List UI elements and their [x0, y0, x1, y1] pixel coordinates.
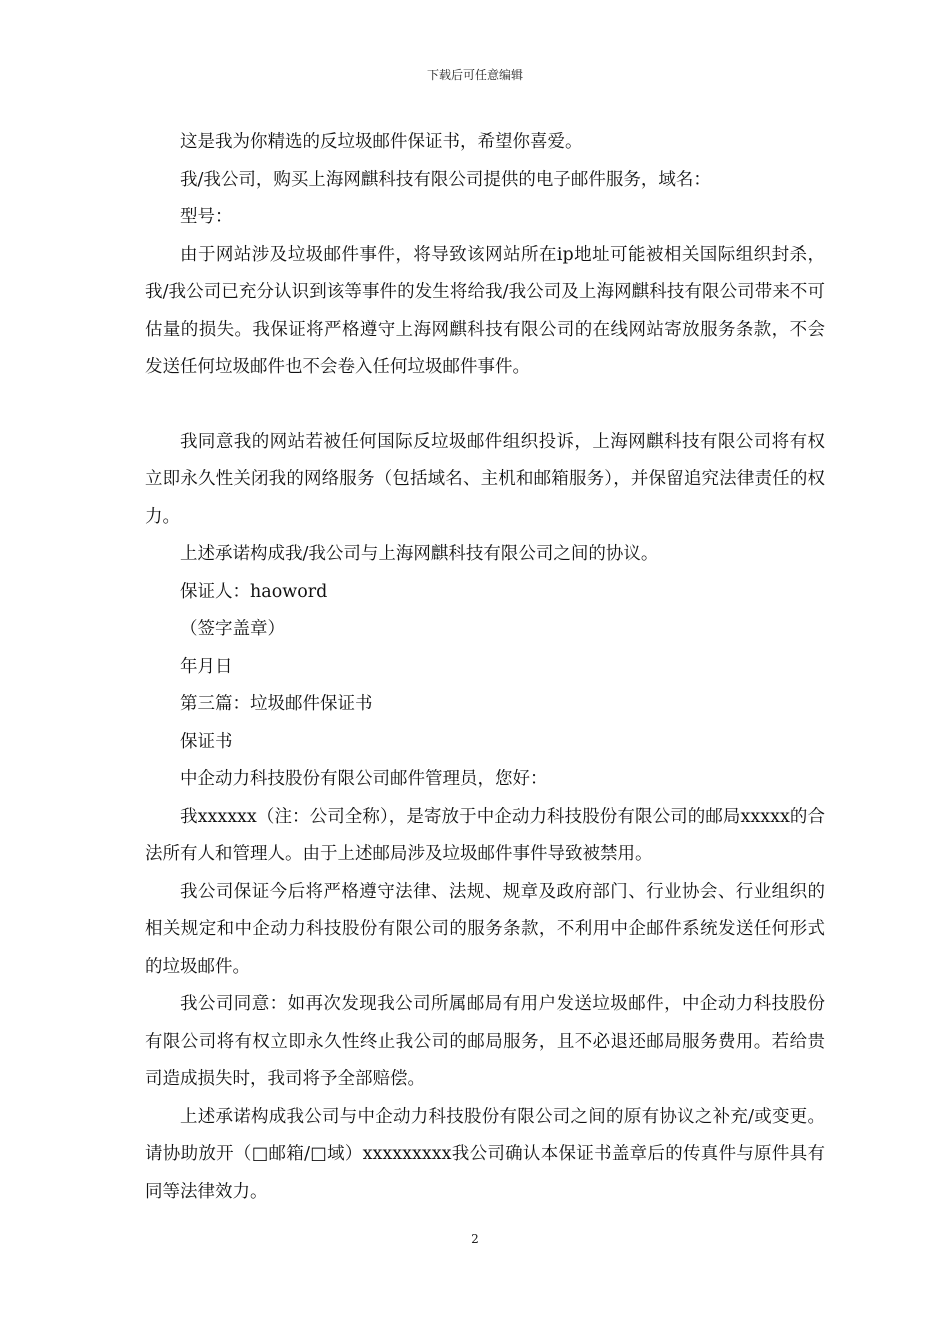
- paragraph-date: 年月日: [180, 656, 233, 677]
- page-header: 下载后可任意编辑: [426, 68, 523, 82]
- paragraph-reason: 由于网站涉及垃圾邮件事件，将导致该网站所在ip地址可能被相关国际组织封杀，我/我公司已充分认识到该等事件的发生将给我/我公司及上海网麒科技有限公司带来不可估量的损失。我保证将严格遵守上海网麒科技有限公司的在线网站寄放服务条款，不会发送任何垃圾邮件也不会卷入任何垃圾邮件事件。: [145, 244, 825, 377]
- document-body: [145, 124, 825, 1211]
- section-title: 第三篇：垃圾邮件保证书: [180, 694, 373, 714]
- document-title: 保证书: [180, 731, 233, 752]
- paragraph-compliance: 我公司保证今后将严格遵守法律、法规、规章及政府部门、行业协会、行业组织的相关规定和中企动力科技股份有限公司的服务条款，不利用中企邮件系统发送任何形式的垃圾邮件。: [145, 881, 825, 977]
- paragraph-consent: 我同意我的网站若被任何国际反垃圾邮件组织投诉，上海网麒科技有限公司将有权立即永久性关闭我的网络服务（包括域名、主机和邮箱服务），并保留追究法律责任的权力。: [145, 431, 825, 527]
- paragraph-salutation: 中企动力科技股份有限公司邮件管理员，您好：: [180, 769, 548, 789]
- paragraph-signature: （签字盖章）: [180, 619, 285, 639]
- paragraph-model: 型号：: [180, 207, 233, 227]
- paragraph-supplement: 上述承诺构成我公司与中企动力科技股份有限公司之间的原有协议之补充/或变更。请协助放开（□邮箱/□域）xxxxxxxxx我公司确认本保证书盖章后的传真件与原件具有同等法律效力。: [145, 1106, 825, 1202]
- paragraph-purchase: 我/我公司，购买上海网麒科技有限公司提供的电子邮件服务，域名：: [180, 169, 711, 190]
- paragraph-ownership: 我xxxxxx（注：公司全称），是寄放于中企动力科技股份有限公司的邮局xxxxx的合法所有人和管理人。由于上述邮局涉及垃圾邮件事件导致被禁用。: [145, 806, 825, 864]
- paragraph-gap: [145, 387, 825, 424]
- paragraph-termination: 我公司同意：如再次发现我公司所属邮局有用户发送垃圾邮件，中企动力科技股份有限公司将有权立即永久性终止我公司的邮局服务，且不必退还邮局服务费用。若给贵司造成损失时，我司将予全部赔偿。: [145, 994, 825, 1089]
- page-number: 2: [471, 1232, 479, 1246]
- paragraph-guarantor: 保证人：haoword: [180, 581, 328, 602]
- paragraph-agreement: 上述承诺构成我/我公司与上海网麒科技有限公司之间的协议。: [180, 544, 659, 564]
- paragraph-intro: 这是我为你精选的反垃圾邮件保证书，希望你喜爱。: [180, 132, 583, 152]
